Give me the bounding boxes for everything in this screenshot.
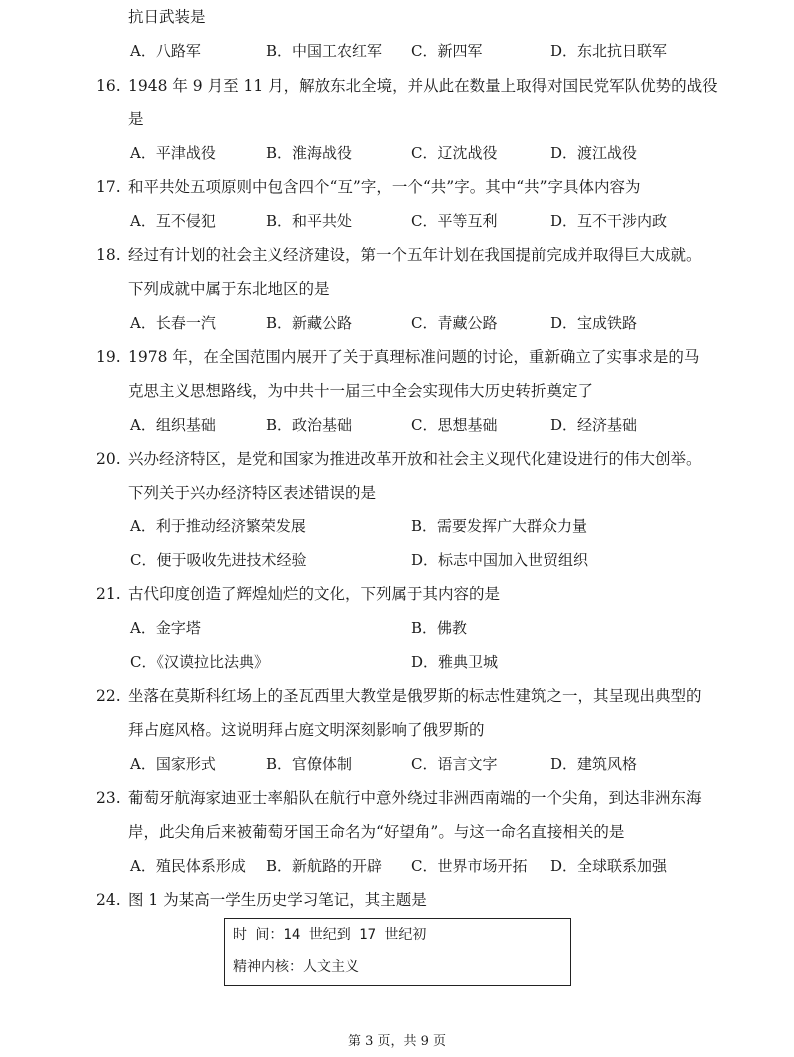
option-c: C．《汉谟拉比法典》	[130, 653, 269, 671]
option-d: D．雅典卫城	[411, 653, 499, 671]
option-c: C．语言文字	[411, 755, 498, 773]
option-a: A．八路军	[130, 42, 201, 60]
option-b: B．官僚体制	[266, 755, 353, 773]
page-footer: 第 3 页，共 9 页	[347, 1034, 447, 1049]
question-number: 24.	[96, 891, 121, 909]
option-b: B．中国工农红军	[266, 42, 383, 60]
question-number: 20.	[96, 450, 121, 468]
option-c: C．世界市场开拓	[411, 857, 528, 875]
option-a: A．利于推动经济繁荣发展	[130, 517, 306, 535]
question-stem-cont: 下列关于兴办经济特区表述错误的是	[128, 484, 377, 502]
option-c: C．便于吸收先进技术经验	[130, 551, 307, 569]
option-d: D．宝成铁路	[550, 314, 638, 332]
question-stem-cont: 克思主义思想路线，为中共十一届三中全会实现伟大历史转折奠定了	[128, 382, 594, 400]
study-note-box	[224, 918, 571, 986]
option-a: A．殖民体系形成	[130, 857, 246, 875]
question-stem: 和平共处五项原则中包含四个“互”字，一个“共”字。其中“共”字具体内容为	[128, 178, 641, 196]
option-c: C．青藏公路	[411, 314, 498, 332]
question-stem-cont: 岸，此尖角后来被葡萄牙国王命名为“好望角”。与这一命名直接相关的是	[128, 823, 625, 841]
option-d: D．经济基础	[550, 416, 638, 434]
option-d: D．标志中国加入世贸组织	[411, 551, 589, 569]
question-text: 抗日武装是	[128, 8, 206, 26]
option-d: D．互不干涉内政	[550, 212, 668, 230]
option-a: A．长春一汽	[130, 314, 216, 332]
question-stem: 1978 年，在全国范围内展开了关于真理标准问题的讨论，重新确立了实事求是的马	[128, 348, 700, 366]
option-a: A．组织基础	[130, 416, 216, 434]
question-stem: 坐落在莫斯科红场上的圣瓦西里大教堂是俄罗斯的标志性建筑之一，其呈现出典型的	[128, 687, 702, 705]
option-b: B．佛教	[411, 619, 468, 637]
question-stem-cont: 下列成就中属于东北地区的是	[128, 280, 330, 298]
question-stem: 1948 年 9 月至 11 月，解放东北全境，并从此在数量上取得对国民党军队优势的战役	[128, 77, 718, 95]
option-b: B．淮海战役	[266, 144, 353, 162]
question-number: 23.	[96, 789, 121, 807]
option-b: B．政治基础	[266, 416, 353, 434]
option-c: C．平等互利	[411, 212, 498, 230]
question-number: 17.	[96, 178, 121, 196]
option-b: B．新藏公路	[266, 314, 353, 332]
option-b: B．新航路的开辟	[266, 857, 383, 875]
option-d: D．渡江战役	[550, 144, 638, 162]
question-stem: 古代印度创造了辉煌灿烂的文化，下列属于其内容的是	[128, 585, 501, 603]
question-number: 22.	[96, 687, 121, 705]
question-stem: 图 1 为某高一学生历史学习笔记，其主题是	[128, 891, 427, 909]
option-c: C．辽沈战役	[411, 144, 498, 162]
question-number: 18.	[96, 246, 121, 264]
option-b: B．和平共处	[266, 212, 353, 230]
option-d: D．全球联系加强	[550, 857, 668, 875]
option-a: A．国家形式	[130, 755, 216, 773]
option-a: A．金字塔	[130, 619, 201, 637]
option-d: D．建筑风格	[550, 755, 638, 773]
question-stem: 经过有计划的社会主义经济建设，第一个五年计划在我国提前完成并取得巨大成就。	[128, 246, 702, 264]
question-stem-cont: 拜占庭风格。这说明拜占庭文明深刻影响了俄罗斯的	[128, 721, 485, 739]
option-d: D．东北抗日联军	[550, 42, 668, 60]
option-b: B．需要发挥广大群众力量	[411, 517, 588, 535]
option-c: C．新四军	[411, 42, 483, 60]
question-number: 21.	[96, 585, 121, 603]
option-c: C．思想基础	[411, 416, 498, 434]
question-stem: 兴办经济特区，是党和国家为推进改革开放和社会主义现代化建设进行的伟大创举。	[128, 450, 702, 468]
question-stem-cont: 是	[128, 110, 144, 128]
question-number: 16.	[96, 77, 121, 95]
option-a: A．平津战役	[130, 144, 216, 162]
note-core: 精神内核：人文主义	[233, 959, 359, 975]
question-number: 19.	[96, 348, 121, 366]
question-stem: 葡萄牙航海家迪亚士率船队在航行中意外绕过非洲西南端的一个尖角，到达非洲东海	[128, 789, 702, 807]
note-time: 时 间：14 世纪到 17 世纪初	[233, 927, 427, 943]
option-a: A．互不侵犯	[130, 212, 216, 230]
